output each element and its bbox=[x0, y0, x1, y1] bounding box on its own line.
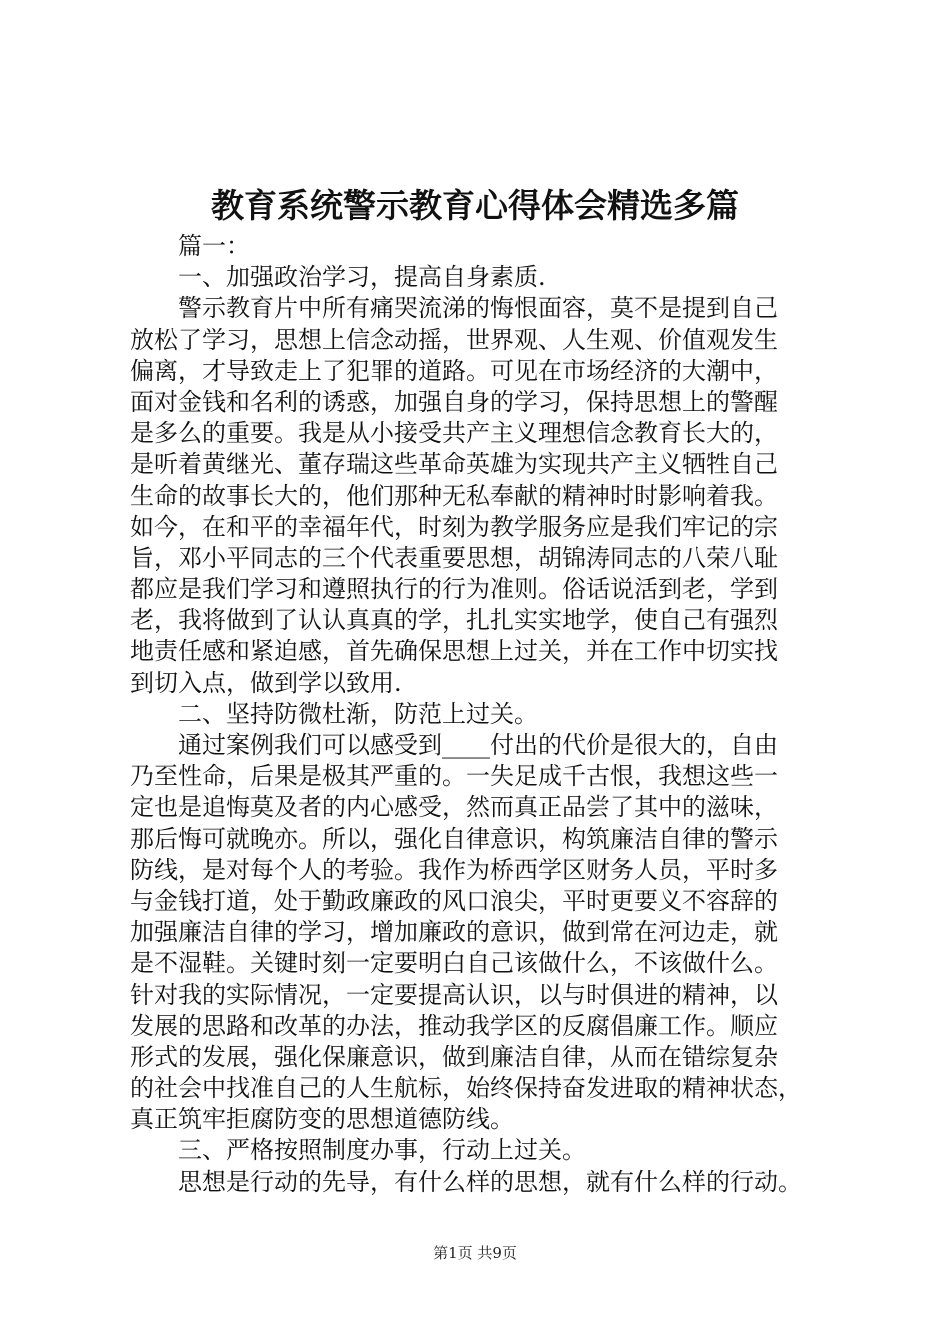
body-line: 是不湿鞋。关键时刻一定要明白自己该做什么，不该做什么。 bbox=[130, 949, 778, 978]
body-line: 面对金钱和名利的诱惑，加强自身的学习，保持思想上的警醒 bbox=[130, 387, 778, 416]
body-line: 针对我的实际情况，一定要提高认识，以与时俱进的精神，以 bbox=[130, 980, 778, 1009]
body-line: 放松了学习，思想上信念动摇，世界观、人生观、价值观发生 bbox=[130, 325, 778, 354]
body-line: 防线，是对每个人的考验。我作为桥西学区财务人员，平时多 bbox=[130, 855, 778, 884]
body-line: 的社会中找准自己的人生航标，始终保持奋发进取的精神状态， bbox=[130, 1074, 802, 1103]
body-line: 那后悔可就晚亦。所以，强化自律意识，构筑廉洁自律的警示 bbox=[130, 824, 778, 853]
body-line: 形式的发展，强化保廉意识，做到廉洁自律，从而在错综复杂 bbox=[130, 1042, 778, 1071]
body-line: 地责任感和紧迫感，首先确保思想上过关，并在工作中切实找 bbox=[130, 637, 778, 666]
body-line: 旨，邓小平同志的三个代表重要思想，胡锦涛同志的八荣八耻 bbox=[130, 543, 778, 572]
body-line: 与金钱打道，处于勤政廉政的风口浪尖，平时更要义不容辞的 bbox=[130, 886, 778, 915]
body-line: 二、坚持防微杜渐，防范上过关。 bbox=[178, 699, 538, 728]
body-line: 都应是我们学习和遵照执行的行为准则。俗话说活到老，学到 bbox=[130, 575, 778, 604]
body-line: 老，我将做到了认认真真的学，扎扎实实地学，使自己有强烈 bbox=[130, 606, 778, 635]
body-line: 三、严格按照制度办事，行动上过关。 bbox=[178, 1136, 586, 1165]
body-line: 真正筑牢拒腐防变的思想道德防线。 bbox=[130, 1105, 514, 1134]
body-line: 是多么的重要。我是从小接受共产主义理想信念教育长大的， bbox=[130, 419, 778, 448]
page-footer: 第1页 共9页 bbox=[433, 1244, 517, 1262]
document-title: 教育系统警示教育心得体会精选多篇 bbox=[211, 186, 739, 225]
body-line: 篇一： bbox=[178, 232, 250, 260]
body-line: 一、加强政治学习，提高自身素质. bbox=[178, 263, 546, 292]
body-line: 警示教育片中所有痛哭流涕的悔恨面容，莫不是提到自己 bbox=[178, 294, 778, 323]
body-line: 发展的思路和改革的办法，推动我学区的反腐倡廉工作。顺应 bbox=[130, 1011, 778, 1040]
body-line: 思想是行动的先导，有什么样的思想，就有什么样的行动。 bbox=[178, 1167, 802, 1196]
body-line: 偏离，才导致走上了犯罪的道路。可见在市场经济的大潮中， bbox=[130, 356, 778, 385]
body-line: 加强廉洁自律的学习，增加廉政的意识，做到常在河边走，就 bbox=[130, 918, 778, 947]
body-line: 通过案例我们可以感受到____付出的代价是很大的，自由 bbox=[178, 731, 778, 759]
body-line: 定也是追悔莫及者的内心感受，然而真正品尝了其中的滋味， bbox=[130, 793, 778, 822]
document-body bbox=[130, 231, 850, 1198]
body-line: 生命的故事长大的，他们那种无私奉献的精神时时影响着我。 bbox=[130, 481, 778, 510]
body-line: 是听着黄继光、董存瑞这些革命英雄为实现共产主义牺牲自己 bbox=[130, 450, 778, 479]
body-line: 到切入点，做到学以致用. bbox=[130, 668, 402, 697]
body-line: 如今，在和平的幸福年代，时刻为教学服务应是我们牢记的宗 bbox=[130, 512, 778, 541]
body-line: 乃至性命，后果是极其严重的。一失足成千古恨，我想这些一 bbox=[130, 762, 778, 791]
